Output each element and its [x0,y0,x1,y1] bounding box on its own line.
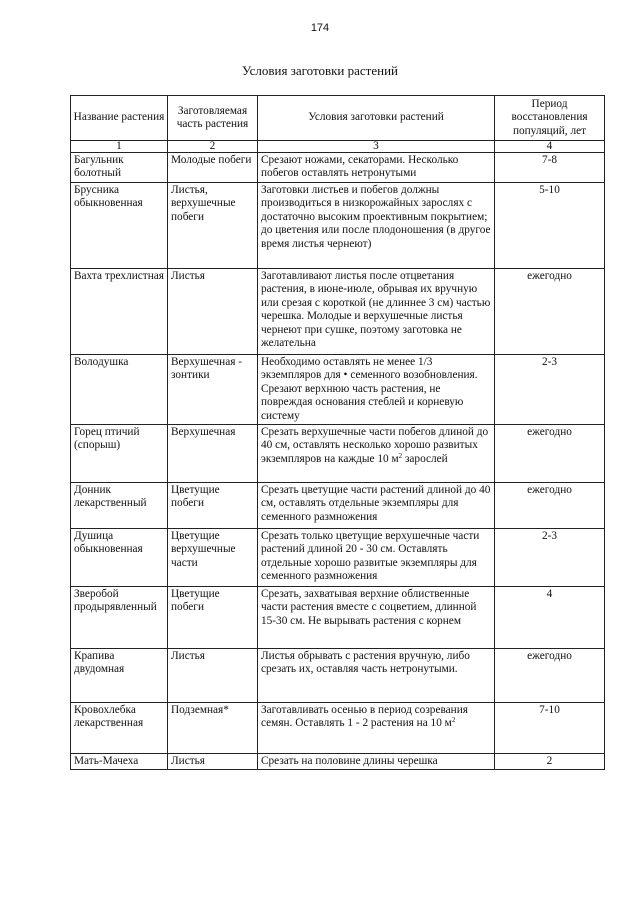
table-row [71,529,605,587]
page-number: 174 [310,22,330,34]
conditions-cell: Срезают ножами, секаторами. Несколько побегов оставлять нетронутыми [258,153,495,183]
conditions-cell: Срезать цветущие части растений длиной до 40 см, оставлять отдельные экземпляры для семенного размножения [258,483,495,529]
conditions-cell: Заготавливают листья после отцветания растения, в июне-июле, обрывая их вручную или срезая с короткой (не длиннее 3 см) частью черешка. Молодые и верхушечные листья чернеют при сушке, поэтому заготовка не желательна [258,269,495,355]
plant-part-cell: Цветущие верхушечные части [168,529,258,587]
period-cell: 2-3 [495,529,605,587]
plant-name-cell: Душица обыкновенная [71,529,168,587]
plant-part-cell: Цветущие побеги [168,587,258,649]
conditions-cell [258,703,495,754]
period-cell: 7-8 [495,153,605,183]
plant-name-cell: Кровохлебка лекарственная [71,703,168,754]
conditions-cell: Необходимо оставлять не менее 1/3 экземпляров для • семенного возобновления. Срезают верхнюю часть растения, не повреждая основания стеблей и корневую систему [258,355,495,425]
table-row [71,483,605,529]
plant-part-cell: Листья [168,269,258,355]
conditions-cell: Срезать только цветущие верхушечные части растений длиной 20 - 30 см. Оставлять отдельные хорошо развитые экземпляры для семенного размножения [258,529,495,587]
table-row [71,754,605,770]
superscript: 2 [398,451,403,460]
plant-name-cell: Брусника обыкновенная [71,183,168,269]
period-cell: 5-10 [495,183,605,269]
period-cell: 4 [495,587,605,649]
table-header-row [71,96,605,141]
table-row [71,183,605,269]
table-row [71,587,605,649]
conditions-text: Заготавливать осенью в период созревания семян. Оставлять 1 - 2 растения на 10 м [261,704,468,730]
conditions-cell: Срезать, захватывая верхние облиственные части растения вместе с соцветием, длинной 15-30 см. Не вырывать растения с корнем [258,587,495,649]
plant-part-cell: Молодые побеги [168,153,258,183]
column-number-row [71,141,605,153]
period-cell: ежегодно [495,649,605,703]
plant-part-cell: Листья [168,754,258,770]
table-row [71,269,605,355]
superscript: 2 [451,716,456,725]
table-row [71,153,605,183]
plant-name-cell: Багульник болотный [71,153,168,183]
plant-name-cell: Зверобой продырявленный [71,587,168,649]
column-number: 3 [258,141,495,153]
plant-part-cell: Листья [168,649,258,703]
plant-name-cell: Крапива двудомная [71,649,168,703]
table-row [71,649,605,703]
header-harvested-part: Заготовляемая часть растения [168,96,258,141]
period-cell: ежегодно [495,269,605,355]
conditions-cell: Срезать на половине длины черешка [258,754,495,770]
plant-name-cell: Володушка [71,355,168,425]
plant-name-cell: Горец птичий (спорыш) [71,425,168,483]
plant-harvest-table [70,95,605,770]
plant-name-cell: Мать-Мачеха [71,754,168,770]
column-number: 1 [71,141,168,153]
plant-part-cell: Подземная* [168,703,258,754]
conditions-cell [258,425,495,483]
plant-part-cell: Верхушечная - зонтики [168,355,258,425]
plant-part-cell: Листья, верхушечные побеги [168,183,258,269]
column-number: 4 [495,141,605,153]
conditions-tail: зарослей [402,452,448,465]
conditions-cell: Заготовки листьев и побегов должны производиться в низкорожайных зарослях с достаточно высоким проективным покрытием; до цветения или после плодоношения (в другое время листья чернеют) [258,183,495,269]
plant-part-cell: Верхушечная [168,425,258,483]
table-row [71,355,605,425]
period-cell: ежегодно [495,483,605,529]
plant-part-cell: Цветущие побеги [168,483,258,529]
plant-name-cell: Донник лекарственный [71,483,168,529]
header-recovery-period: Период восстановления популяций, лет [495,96,605,141]
column-number: 2 [168,141,258,153]
table-row [71,703,605,754]
conditions-text: Срезать верхушечные части побегов длиной до 40 см, оставлять несколько хорошо развитых экземпляров на каждые 10 м [261,426,489,465]
header-conditions: Условия заготовки растений [258,96,495,141]
period-cell: 7-10 [495,703,605,754]
period-cell: 2-3 [495,355,605,425]
period-cell: ежегодно [495,425,605,483]
table-row [71,425,605,483]
plant-name-cell: Вахта трехлистная [71,269,168,355]
document-title: Условия заготовки растений [242,63,398,78]
conditions-cell: Листья обрывать с растения вручную, либо срезать их, оставляя часть нетронутыми. [258,649,495,703]
period-cell: 2 [495,754,605,770]
header-plant-name: Название растения [71,96,168,141]
